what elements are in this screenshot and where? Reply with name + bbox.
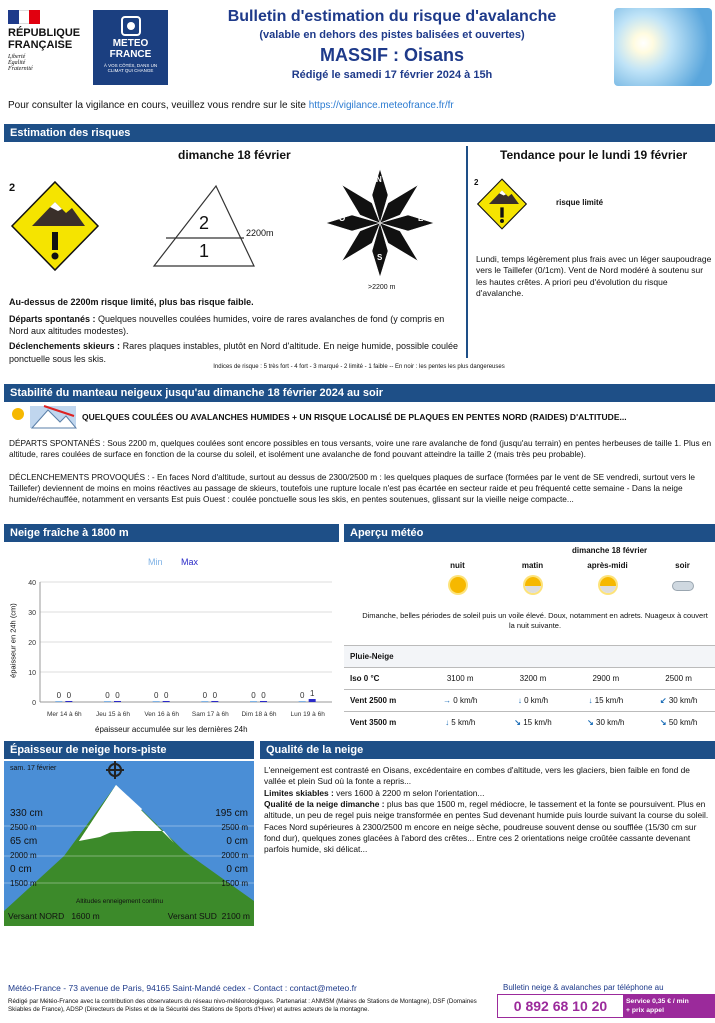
limites-paragraph — [264, 788, 714, 799]
risk-lower-level: 1 — [199, 241, 210, 261]
wind-value: 30 km/h — [668, 696, 698, 705]
offpiste-date: sam. 17 février — [10, 765, 57, 772]
weather-section-header: Aperçu météo — [344, 524, 715, 542]
footer-address: Météo-France - 73 avenue de Paris, 94165 Saint-Mandé cedex - Contact : contact@meteo.fr — [8, 983, 357, 993]
nord-alt: 2000 m — [10, 851, 37, 860]
bulletin-subtitle: (valable en dehors des pistes balisées et ouvertes) — [259, 29, 525, 41]
weather-day: dimanche 18 février — [572, 546, 648, 555]
x-tick-label: Sam 17 à 6h — [191, 711, 229, 718]
iso-value: 3200 m — [519, 674, 547, 683]
bar-min — [250, 701, 257, 702]
risk-altitude: 2200m — [246, 228, 274, 238]
nord-alt: 2500 m — [10, 823, 37, 832]
redige-date: Rédigé le samedi 17 février 2024 à 15h — [291, 69, 493, 81]
bar-min — [55, 701, 62, 702]
x-tick-label: Dim 18 à 6h — [241, 711, 277, 718]
qualite-text: plus bas que 1500 m, regel médiocre, le tassement et la fonte se poursuivent. Plus en altitude, un peu de regel puis neige transformée en pentes Sud devenant humide puis lourde suivant la course du soleil. Faces Nord supérieures à 2300/2500 m encore en neige sèche, poudreuse souvent dense ou soufflée (15/30 cm sur fond dur), quelques zones glacées à l'abord des crêtes... Entre ces 2 orientations neige croûtée cassante devenant parfois humide, ski délicat... — [264, 799, 709, 855]
sky-photo — [614, 8, 712, 86]
bar-value-label: 0 — [115, 691, 120, 700]
sud-depth: 0 cm — [226, 864, 248, 875]
qualite-label: Qualité de la neige dimanche : — [264, 799, 385, 810]
risk-day-title: dimanche 18 février — [178, 148, 291, 162]
fresh-snow-chart — [20, 572, 340, 722]
wind-arrow-icon: ↓ — [445, 718, 450, 727]
phone-service1: Service 0,35 € / min — [626, 998, 689, 1005]
declench-paragraph — [9, 340, 461, 364]
sun-veiled-icon — [600, 577, 616, 593]
target-icon — [108, 763, 122, 777]
declench-text: Rares plaques instables, plutôt en Nord d'altitude. En neige humide, possible coulée ponctuelle sous les skis. — [9, 341, 458, 364]
bar-max — [163, 701, 170, 702]
wind-value: 15 km/h — [594, 696, 624, 705]
quality-section-header: Qualité de la neige — [260, 741, 715, 759]
period-matin: matin — [521, 561, 544, 570]
sud-continuous-alt: 2100 m — [221, 911, 250, 921]
bar-max — [211, 701, 218, 702]
chart-xlabel: épaisseur accumulée sur les dernières 24h — [95, 725, 248, 734]
nord-depth: 0 cm — [10, 864, 32, 875]
meteo-tagline: À VOS CÔTÉS, DANS UN CLIMAT QUI CHANGE — [103, 63, 158, 74]
bar-max — [260, 701, 267, 702]
stability-headline: QUELQUES COULÉES OU AVALANCHES HUMIDES + UN RISQUE LOCALISÉ DE PLAQUES EN PENTES NORD (RAIDES) D'ALTITUDE... — [82, 412, 627, 422]
phone-number[interactable]: 0 892 68 10 20 — [513, 998, 608, 1014]
flag-icon — [8, 10, 40, 24]
legend-max: Max — [181, 557, 199, 567]
meteo-france-logo — [93, 10, 168, 85]
nord-alt: 1500 m — [10, 879, 37, 888]
vigilance-link[interactable]: https://vigilance.meteofrance.fr/fr — [308, 100, 454, 111]
risk-section-header: Estimation des risques — [4, 124, 715, 142]
trend-divider — [466, 146, 468, 358]
sud-depth: 195 cm — [215, 808, 248, 819]
wind-value: 15 km/h — [523, 718, 552, 727]
bar-value-label: 1 — [309, 689, 315, 698]
bar-value-label: 0 — [251, 691, 256, 700]
bar-min — [153, 701, 160, 702]
rose-n: N — [376, 175, 382, 184]
bar-value-label: 0 — [56, 691, 62, 700]
sud-label: Versant SUD — [167, 911, 217, 921]
departs-label: Départs spontanés : — [9, 314, 96, 325]
bar-value-label: 0 — [202, 691, 208, 700]
qualite-paragraph — [264, 799, 714, 856]
x-tick-label: Mer 14 à 6h — [46, 711, 82, 718]
bar-min — [299, 701, 306, 702]
y-tick-label: 20 — [28, 640, 36, 647]
sud-depth: 0 cm — [226, 836, 248, 847]
republic-line2: FRANÇAISE — [8, 39, 73, 51]
wind-value: 5 km/h — [451, 718, 476, 727]
bar-value-label: 0 — [66, 691, 72, 700]
offpiste-section-header: Épaisseur de neige hors-piste — [4, 741, 254, 759]
y-tick-label: 40 — [28, 580, 36, 587]
fresh-snow-section-header: Neige fraîche à 1800 m — [4, 524, 339, 542]
sun-veiled-icon — [525, 577, 541, 593]
sud-alt: 2000 m — [221, 851, 248, 860]
wind-arrow-icon: → — [443, 696, 452, 705]
altitude-risk-diagram — [150, 182, 290, 272]
footer-credits: Rédigé par Météo-France avec la contribution des observateurs du réseau nivo-météorologiques. Partenariat : ANMSM (Maires de Stations de Montagne), DSF (Domaines Skiables de France), ADSP (Directeurs de Pistes et de la Sécurité des Stations de Sports d'Hiver) et autres acteurs de la montagne. — [8, 998, 477, 1014]
phone-box[interactable] — [497, 994, 715, 1018]
limites-label: Limites skiables : — [264, 787, 334, 798]
motto3: Fraternité — [8, 66, 33, 72]
sud-alt: 1500 m — [221, 879, 248, 888]
motto2: Égalité — [8, 60, 26, 66]
nord-depth: 65 cm — [10, 836, 38, 847]
risk-number: 2 — [9, 182, 16, 194]
wind-arrow-icon: ↙ — [659, 696, 667, 705]
x-tick-label: Ven 16 à 6h — [144, 711, 180, 718]
weather-snow-icon — [8, 404, 78, 430]
period-soir: soir — [675, 561, 690, 570]
wind-value: 0 km/h — [524, 696, 549, 705]
risk-summary: Au-dessus de 2200m risque limité, plus bas risque faible. — [9, 297, 254, 307]
rose-altitude: >2200 m — [368, 284, 396, 291]
pluie-neige-label: Pluie-Neige — [350, 652, 394, 661]
bar-max — [65, 701, 72, 702]
republic-line1: RÉPUBLIQUE — [8, 27, 81, 39]
stability-section-header: Stabilité du manteau neigeux jusqu'au dimanche 18 février 2024 au soir — [4, 384, 715, 402]
bar-min — [201, 701, 208, 702]
wind-value: 0 km/h — [453, 696, 478, 705]
wind-arrow-icon: ↘ — [659, 718, 667, 727]
bar-value-label: 0 — [153, 691, 159, 700]
continuous-label: Altitudes enneigement continu — [76, 898, 164, 905]
quality-intro: L'enneigement est contrasté en Oisans, excédentaire en combes d'altitude, vers les glaciers, bien faible en fond de vallée et plein Sud où la fonte a repris... — [264, 765, 690, 787]
limites-text: vers 1600 à 2200 m selon l'orientation... — [333, 787, 485, 798]
declench-label: Déclenchements skieurs : — [9, 341, 121, 352]
trend-title: Tendance pour le lundi 19 février — [500, 148, 688, 162]
massif-name: MASSIF : Oisans — [319, 45, 465, 65]
bar-max — [309, 699, 316, 702]
period-apres-midi: après-midi — [587, 561, 628, 570]
departs-text: Quelques nouvelles coulées humides, voire de rares avalanches de fond (y compris en Nord aux altitudes modestes). — [9, 314, 445, 337]
bar-value-label: 0 — [299, 691, 305, 700]
sud-alt: 2500 m — [221, 823, 248, 832]
wind-arrow-icon: ↘ — [587, 718, 594, 727]
vent3500-label: Vent 3500 m — [350, 718, 397, 727]
chart-ylabel: épaisseur en 24h (cm) — [8, 603, 18, 678]
x-tick-label: Jeu 15 à 6h — [96, 711, 130, 718]
offpiste-diagram — [4, 761, 254, 926]
bar-value-label: 0 — [163, 691, 169, 700]
cloud-icon — [672, 581, 694, 591]
nord-depth: 330 cm — [10, 808, 43, 819]
y-tick-label: 0 — [32, 700, 36, 707]
wind-arrow-icon: ↓ — [588, 696, 593, 705]
meteo-logo-icon — [121, 16, 141, 36]
trend-text: Lundi, temps légèrement plus frais avec un léger saupoudrage vers le Taillefer (0/1cm). Vent de Nord modéré à soutenu sur les hautes crêtes. A priori peu d'évolution du risque d'avalanche. — [476, 254, 712, 299]
nord-label: Versant NORD — [8, 911, 65, 921]
republique-logo — [8, 10, 90, 85]
bar-min — [104, 701, 111, 702]
iso-label: Iso 0 °C — [350, 674, 380, 683]
rose-s: S — [377, 253, 383, 262]
vigilance-text: Pour consulter la vigilance en cours, veuillez vous rendre sur le site — [8, 100, 309, 111]
meteo-line2: FRANCE — [109, 49, 152, 60]
iso-value: 3100 m — [446, 674, 474, 683]
departs-paragraph — [9, 313, 461, 337]
sun-icon — [450, 577, 466, 593]
weather-summary: Dimanche, belles périodes de soleil puis un voile élevé. Doux, notamment en adrets. Nuageux à couvert la nuit suivante. — [362, 611, 708, 631]
trend-number: 2 — [474, 178, 479, 187]
meteo-line1: METEO — [112, 38, 149, 49]
risk-pictogram — [10, 180, 100, 272]
phone-title: Bulletin neige & avalanches par téléphone au — [503, 983, 664, 992]
phone-service2: + prix appel — [626, 1007, 664, 1014]
wind-arrow-icon: ↓ — [517, 696, 522, 705]
bulletin-title: Bulletin d'estimation du risque d'avalanche — [227, 8, 557, 25]
wind-value: 50 km/h — [668, 718, 698, 727]
wind-arrow-icon: ↘ — [514, 718, 521, 727]
rose-e: E — [418, 214, 424, 223]
bar-value-label: 0 — [212, 691, 218, 700]
nord-continuous-alt: 1600 m — [71, 911, 100, 921]
legend-min: Min — [148, 557, 163, 567]
vent2500-label: Vent 2500 m — [350, 696, 397, 705]
stability-departs: DÉPARTS SPONTANÉS : Sous 2200 m, quelques coulées sont encore possibles en tous versants, voire une rare avalanche de fond (jusqu'au terrain) en pentes herbeuses de taille 1. Plus en altitude, rares coulées de surface en fonction de la course du soleil, et isolément une avalanche de fond pouvant atteindre la taille 2 (mais très peu probable). — [9, 438, 712, 460]
risk-upper-level: 2 — [199, 213, 210, 233]
iso-value: 2900 m — [592, 674, 620, 683]
trend-risk-pictogram — [476, 178, 528, 230]
rose-o: O — [339, 214, 346, 223]
period-nuit: nuit — [450, 561, 465, 570]
bar-value-label: 0 — [105, 691, 110, 700]
y-tick-label: 10 — [28, 670, 36, 677]
stability-declenchements: DÉCLENCHEMENTS PROVOQUÉS : - En faces Nord d'altitude, surtout au dessus de 2300/2500 m : les quelques plaques de surface (formées par le vent de SE vendredi, surtout vers le Taillefer) deviennent de moins en moins réactives au passage de skieurs, toutefois une rupture locale n'est pas écartée en secteur raide et peu fréquenté cette semaine - Dans la neige humide/réchauffée, notamment en versants Est puis Ouest : coulée ponctuelle sous les skis, en pentes soutenues, glissant sur la vieille neige compacte... — [9, 472, 695, 505]
wind-value: 30 km/h — [596, 718, 625, 727]
trend-label: risque limité — [556, 198, 604, 207]
y-tick-label: 30 — [28, 610, 36, 617]
iso-value: 2500 m — [665, 674, 692, 683]
motto1: Liberté — [8, 54, 26, 60]
bar-value-label: 0 — [261, 691, 266, 700]
risk-indices-legend: Indices de risque : 5 très fort - 4 fort - 3 marqué - 2 limité - 1 faible -- En noir : les pentes les plus dangereuses — [213, 364, 505, 370]
bar-max — [114, 701, 121, 702]
x-tick-label: Lun 19 à 6h — [290, 711, 325, 718]
